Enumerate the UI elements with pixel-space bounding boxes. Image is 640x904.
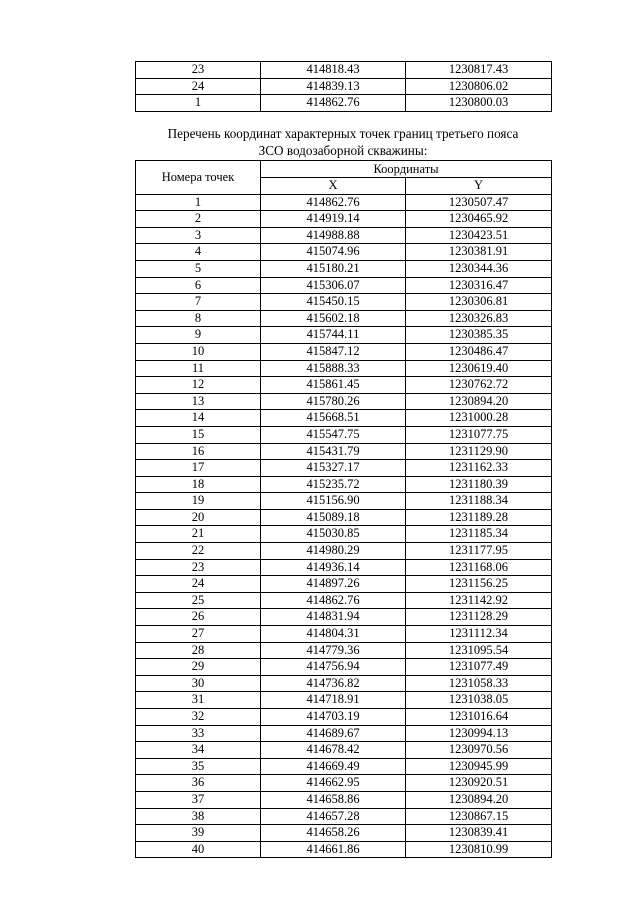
table-row xyxy=(136,377,552,394)
y-coordinate-cell: 1230800.03 xyxy=(406,95,552,112)
table-row xyxy=(136,626,552,643)
x-coordinate-cell: 414658.26 xyxy=(261,825,406,842)
y-coordinate-cell: 1230619.40 xyxy=(406,360,552,377)
x-coordinate-cell: 414897.26 xyxy=(261,576,406,593)
table-row xyxy=(136,709,552,726)
x-coordinate-cell: 415431.79 xyxy=(261,443,406,460)
y-coordinate-cell: 1230486.47 xyxy=(406,343,552,360)
table-row xyxy=(136,775,552,792)
table-row xyxy=(136,211,552,228)
header-coordinates: Координаты xyxy=(261,161,552,178)
table-row xyxy=(136,841,552,858)
x-coordinate-cell: 415668.51 xyxy=(261,410,406,427)
table-row xyxy=(136,493,552,510)
table-row xyxy=(136,443,552,460)
y-coordinate-cell: 1231058.33 xyxy=(406,675,552,692)
table-row xyxy=(136,410,552,427)
x-coordinate-cell: 414661.86 xyxy=(261,841,406,858)
table-row xyxy=(136,244,552,261)
point-number-cell: 17 xyxy=(136,460,261,477)
third-zone-coordinates-table xyxy=(135,160,552,858)
point-number-cell: 36 xyxy=(136,775,261,792)
y-coordinate-cell: 1230465.92 xyxy=(406,211,552,228)
table-row xyxy=(136,277,552,294)
table-row xyxy=(136,460,552,477)
point-number-cell: 27 xyxy=(136,626,261,643)
x-coordinate-cell: 414804.31 xyxy=(261,626,406,643)
table-row xyxy=(136,592,552,609)
y-coordinate-cell: 1230817.43 xyxy=(406,62,552,79)
x-coordinate-cell: 414862.76 xyxy=(261,194,406,211)
table-row xyxy=(136,526,552,543)
point-number-cell: 23 xyxy=(136,62,261,79)
x-coordinate-cell: 414658.86 xyxy=(261,791,406,808)
point-number-cell: 18 xyxy=(136,476,261,493)
point-number-cell: 32 xyxy=(136,709,261,726)
table-row xyxy=(136,758,552,775)
x-coordinate-cell: 415547.75 xyxy=(261,426,406,443)
y-coordinate-cell: 1230306.81 xyxy=(406,294,552,311)
table-row xyxy=(136,476,552,493)
table-row xyxy=(136,62,552,79)
point-number-cell: 3 xyxy=(136,227,261,244)
x-coordinate-cell: 415847.12 xyxy=(261,343,406,360)
point-number-cell: 33 xyxy=(136,725,261,742)
point-number-cell: 31 xyxy=(136,692,261,709)
y-coordinate-cell: 1230326.83 xyxy=(406,310,552,327)
table-row xyxy=(136,692,552,709)
point-number-cell: 13 xyxy=(136,393,261,410)
point-number-cell: 21 xyxy=(136,526,261,543)
point-number-cell: 10 xyxy=(136,343,261,360)
x-coordinate-cell: 414678.42 xyxy=(261,742,406,759)
x-coordinate-cell: 415780.26 xyxy=(261,393,406,410)
point-number-cell: 28 xyxy=(136,642,261,659)
x-coordinate-cell: 414657.28 xyxy=(261,808,406,825)
point-number-cell: 35 xyxy=(136,758,261,775)
point-number-cell: 5 xyxy=(136,260,261,277)
y-coordinate-cell: 1230945.99 xyxy=(406,758,552,775)
table-row xyxy=(136,343,552,360)
y-coordinate-cell: 1230507.47 xyxy=(406,194,552,211)
y-coordinate-cell: 1230894.20 xyxy=(406,393,552,410)
point-number-cell: 8 xyxy=(136,310,261,327)
x-coordinate-cell: 415180.21 xyxy=(261,260,406,277)
table-row xyxy=(136,78,552,95)
x-coordinate-cell: 414831.94 xyxy=(261,609,406,626)
point-number-cell: 25 xyxy=(136,592,261,609)
table-row xyxy=(136,543,552,560)
y-coordinate-cell: 1231189.28 xyxy=(406,509,552,526)
y-coordinate-cell: 1231156.25 xyxy=(406,576,552,593)
x-coordinate-cell: 414980.29 xyxy=(261,543,406,560)
y-coordinate-cell: 1231177.95 xyxy=(406,543,552,560)
x-coordinate-cell: 415156.90 xyxy=(261,493,406,510)
y-coordinate-cell: 1230423.51 xyxy=(406,227,552,244)
point-number-cell: 24 xyxy=(136,78,261,95)
point-number-cell: 11 xyxy=(136,360,261,377)
x-coordinate-cell: 415450.15 xyxy=(261,294,406,311)
y-coordinate-cell: 1231095.54 xyxy=(406,642,552,659)
y-coordinate-cell: 1230385.35 xyxy=(406,327,552,344)
y-coordinate-cell: 1231188.34 xyxy=(406,493,552,510)
x-coordinate-cell: 414862.76 xyxy=(261,592,406,609)
section-caption xyxy=(135,125,551,159)
y-coordinate-cell: 1231077.75 xyxy=(406,426,552,443)
table-row xyxy=(136,675,552,692)
x-coordinate-cell: 414718.91 xyxy=(261,692,406,709)
header-x: X xyxy=(261,178,406,195)
point-number-cell: 9 xyxy=(136,327,261,344)
caption-line-1: Перечень координат характерных точек границ третьего пояса xyxy=(167,126,519,141)
table-row xyxy=(136,609,552,626)
point-number-cell: 6 xyxy=(136,277,261,294)
y-coordinate-cell: 1230806.02 xyxy=(406,78,552,95)
y-coordinate-cell: 1230839.41 xyxy=(406,825,552,842)
x-coordinate-cell: 414779.36 xyxy=(261,642,406,659)
point-number-cell: 39 xyxy=(136,825,261,842)
point-number-cell: 7 xyxy=(136,294,261,311)
y-coordinate-cell: 1231038.05 xyxy=(406,692,552,709)
table-row xyxy=(136,260,552,277)
x-coordinate-cell: 415327.17 xyxy=(261,460,406,477)
table-row xyxy=(136,227,552,244)
x-coordinate-cell: 415030.85 xyxy=(261,526,406,543)
x-coordinate-cell: 415861.45 xyxy=(261,377,406,394)
table-row xyxy=(136,360,552,377)
point-number-cell: 34 xyxy=(136,742,261,759)
y-coordinate-cell: 1230810.99 xyxy=(406,841,552,858)
x-coordinate-cell: 414669.49 xyxy=(261,758,406,775)
caption-line-2: ЗСО водозаборной скважины: xyxy=(258,143,428,158)
table-row xyxy=(136,791,552,808)
x-coordinate-cell: 415602.18 xyxy=(261,310,406,327)
y-coordinate-cell: 1231112.34 xyxy=(406,626,552,643)
point-number-cell: 2 xyxy=(136,211,261,228)
y-coordinate-cell: 1231142.92 xyxy=(406,592,552,609)
x-coordinate-cell: 414988.88 xyxy=(261,227,406,244)
top-coordinates-table xyxy=(135,61,552,112)
table-row xyxy=(136,393,552,410)
table-row xyxy=(136,294,552,311)
y-coordinate-cell: 1231162.33 xyxy=(406,460,552,477)
point-number-cell: 37 xyxy=(136,791,261,808)
table-row xyxy=(136,426,552,443)
point-number-cell: 22 xyxy=(136,543,261,560)
table-row xyxy=(136,742,552,759)
point-number-cell: 26 xyxy=(136,609,261,626)
table-row xyxy=(136,808,552,825)
table-row xyxy=(136,194,552,211)
y-coordinate-cell: 1230970.56 xyxy=(406,742,552,759)
point-number-cell: 29 xyxy=(136,659,261,676)
table-row xyxy=(136,576,552,593)
table-header xyxy=(136,161,552,195)
point-number-cell: 12 xyxy=(136,377,261,394)
top-table-body xyxy=(136,62,552,112)
table-row xyxy=(136,659,552,676)
x-coordinate-cell: 414703.19 xyxy=(261,709,406,726)
header-y: Y xyxy=(406,178,552,195)
y-coordinate-cell: 1230867.15 xyxy=(406,808,552,825)
point-number-cell: 30 xyxy=(136,675,261,692)
y-coordinate-cell: 1230994.13 xyxy=(406,725,552,742)
point-number-cell: 19 xyxy=(136,493,261,510)
y-coordinate-cell: 1230316.47 xyxy=(406,277,552,294)
x-coordinate-cell: 414662.95 xyxy=(261,775,406,792)
table-row xyxy=(136,725,552,742)
x-coordinate-cell: 415089.18 xyxy=(261,509,406,526)
y-coordinate-cell: 1230381.91 xyxy=(406,244,552,261)
table-row xyxy=(136,509,552,526)
x-coordinate-cell: 414689.67 xyxy=(261,725,406,742)
x-coordinate-cell: 415235.72 xyxy=(261,476,406,493)
x-coordinate-cell: 414919.14 xyxy=(261,211,406,228)
point-number-cell: 38 xyxy=(136,808,261,825)
table-row xyxy=(136,327,552,344)
x-coordinate-cell: 414736.82 xyxy=(261,675,406,692)
y-coordinate-cell: 1231128.29 xyxy=(406,609,552,626)
y-coordinate-cell: 1231016.64 xyxy=(406,709,552,726)
point-number-cell: 16 xyxy=(136,443,261,460)
x-coordinate-cell: 415744.11 xyxy=(261,327,406,344)
x-coordinate-cell: 414936.14 xyxy=(261,559,406,576)
y-coordinate-cell: 1230920.51 xyxy=(406,775,552,792)
y-coordinate-cell: 1230762.72 xyxy=(406,377,552,394)
y-coordinate-cell: 1231129.90 xyxy=(406,443,552,460)
point-number-cell: 20 xyxy=(136,509,261,526)
y-coordinate-cell: 1230344.36 xyxy=(406,260,552,277)
point-number-cell: 24 xyxy=(136,576,261,593)
point-number-cell: 40 xyxy=(136,841,261,858)
y-coordinate-cell: 1231077.49 xyxy=(406,659,552,676)
x-coordinate-cell: 414818.43 xyxy=(261,62,406,79)
table-row xyxy=(136,825,552,842)
table-row xyxy=(136,559,552,576)
point-number-cell: 4 xyxy=(136,244,261,261)
y-coordinate-cell: 1231000.28 xyxy=(406,410,552,427)
point-number-cell: 14 xyxy=(136,410,261,427)
table-row xyxy=(136,95,552,112)
x-coordinate-cell: 414862.76 xyxy=(261,95,406,112)
point-number-cell: 1 xyxy=(136,194,261,211)
y-coordinate-cell: 1230894.20 xyxy=(406,791,552,808)
point-number-cell: 1 xyxy=(136,95,261,112)
point-number-cell: 15 xyxy=(136,426,261,443)
y-coordinate-cell: 1231168.06 xyxy=(406,559,552,576)
x-coordinate-cell: 415074.96 xyxy=(261,244,406,261)
x-coordinate-cell: 414839.13 xyxy=(261,78,406,95)
x-coordinate-cell: 414756.94 xyxy=(261,659,406,676)
header-point-numbers: Номера точек xyxy=(136,161,261,195)
x-coordinate-cell: 415306.07 xyxy=(261,277,406,294)
y-coordinate-cell: 1231185.34 xyxy=(406,526,552,543)
x-coordinate-cell: 415888.33 xyxy=(261,360,406,377)
y-coordinate-cell: 1231180.39 xyxy=(406,476,552,493)
main-table-body xyxy=(136,194,552,858)
table-row xyxy=(136,310,552,327)
point-number-cell: 23 xyxy=(136,559,261,576)
table-row xyxy=(136,642,552,659)
